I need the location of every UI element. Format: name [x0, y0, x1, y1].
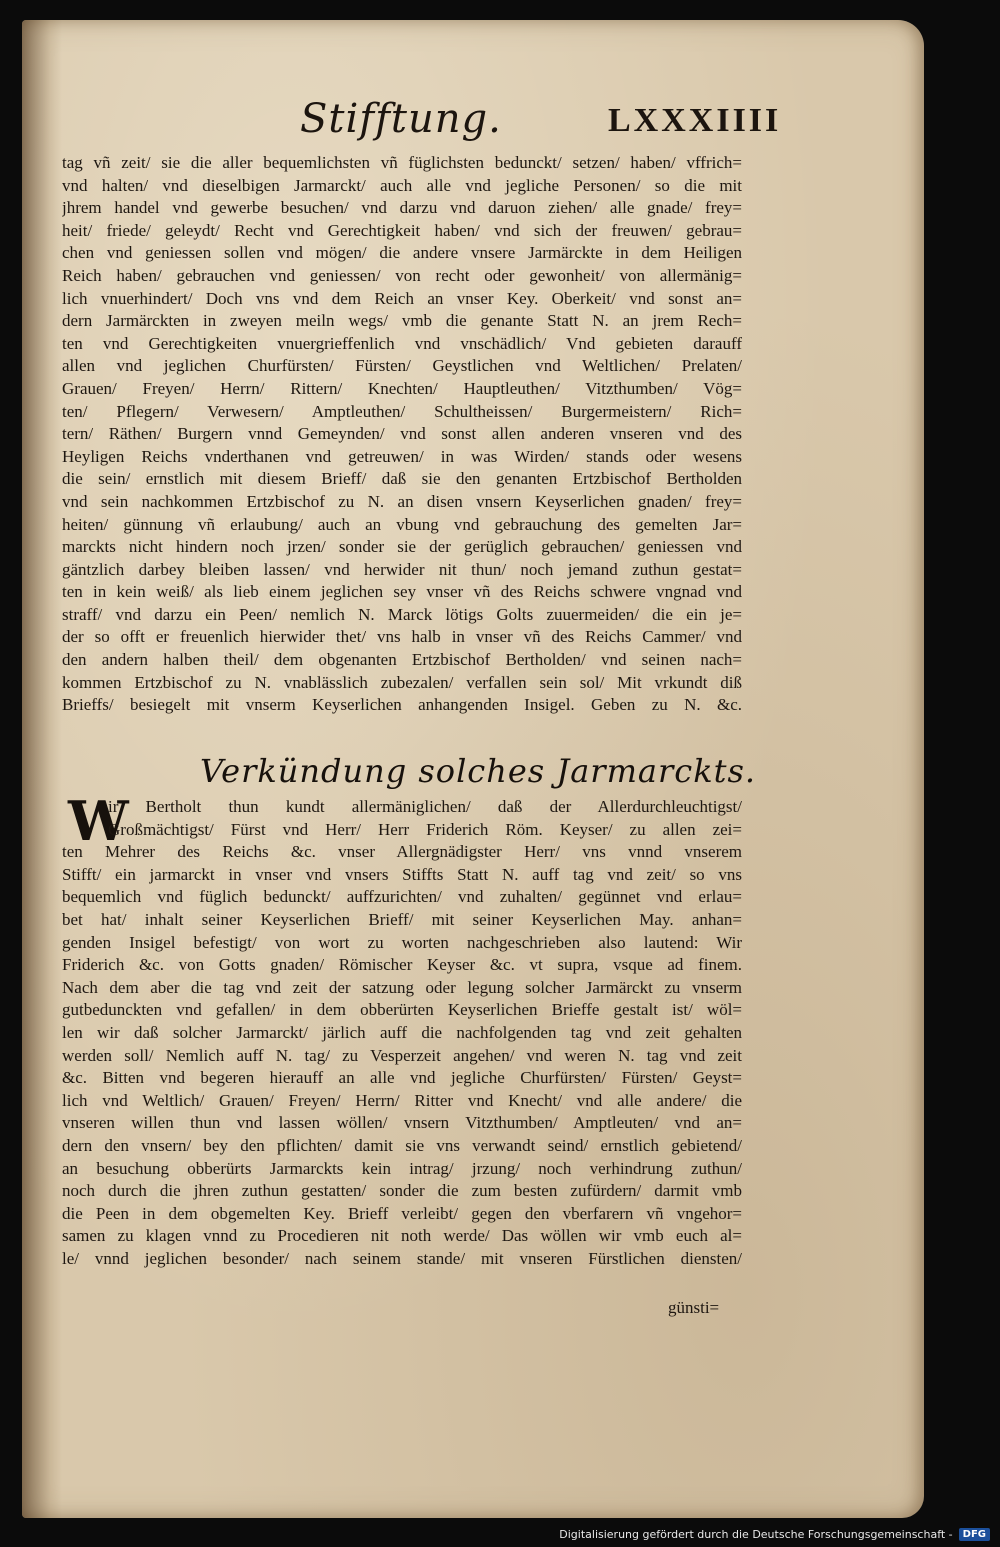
- running-head: Stifftung.: [300, 96, 502, 142]
- catchword: günsti=: [668, 1298, 720, 1317]
- text-line: die sein/ ernstlich mit diesem Brieff/ daß sie den genanten Ertzbischof Bertholden: [62, 469, 742, 489]
- text-line: le/ vnnd jeglichen besonder/ nach seinem stande/ mit vnseren Fürstlichen diensten/: [62, 1248, 742, 1268]
- text-line: heit/ friede/ geleydt/ Recht vnd Gerechtigkeit haben/ vnd sich der freuwen/ gebrau=: [62, 220, 742, 240]
- text-line: ir Bertholt thun kundt allermäniglichen/ daß der Allerdurchleuchtigst/: [108, 797, 742, 816]
- text-line: vnseren willen thun vnd lassen wöllen/ vnsern Vitzthumben/ Amptleuten/ vnd an=: [62, 1113, 742, 1133]
- digitization-footer: [559, 1528, 990, 1541]
- text-line: allen vnd jeglichen Churfürsten/ Fürsten/ Geystlichen vnd Weltlichen/ Prelaten/: [62, 356, 742, 376]
- text-line: bet hat/ inhalt seiner Keyserlichen Brieff/ mit seiner Keyserlichen May. anhan=: [62, 909, 742, 929]
- text-line: Reich haben/ gebrauchen vnd geniessen/ von recht oder gewonheit/ von allermänig=: [62, 265, 742, 285]
- text-line: heiten/ günnung vñ erlaubung/ auch an vbung vnd gebrauchung des gemelten Jar=: [62, 514, 742, 534]
- paragraph-1: [62, 152, 742, 717]
- text-line: Nach dem aber die tag vnd zeit der satzung oder legung solcher Jarmärckt zu vnserm: [62, 977, 742, 997]
- text-line: dern den vnsern/ bey den pflichten/ damit sie vns verwandt seind/ ernstlich gebietend/: [62, 1135, 742, 1155]
- text-line: Brieffs/ besiegelt mit vnserm Keyserlichen anhangenden Insigel. Geben zu N. &c.: [62, 695, 742, 715]
- text-line: ten Mehrer des Reichs &c. vnser Allergnädigster Herr/ vns vnnd vnserem: [62, 842, 742, 862]
- text-line: ten in kein weiß/ als lieb einem jeglichen sey vnser vñ des Reichs schwere vngnad vnd: [62, 582, 742, 602]
- text-line: bequemlich vnd füglich bedunckt/ auffzurichten/ vnd zuhalten/ gegünnet vnd erlau=: [62, 887, 742, 907]
- text-line: tag vñ zeit/ sie die aller bequemlichsten vñ füglichsten bedunckt/ setzen/ haben/ vffrich=: [62, 153, 742, 172]
- text-line: Grauen/ Freyen/ Herrn/ Rittern/ Knechten/ Hauptleuthen/ Vitzthumben/ Vög=: [62, 378, 742, 398]
- text-line: samen zu klagen vnnd zu Procedieren nit noth werde/ Das wöllen wir vmb euch al=: [62, 1226, 742, 1246]
- text-line: lich vnuerhindert/ Doch vns vnd dem Reich an vnser Key. Oberkeit/ vnd sonst an=: [62, 288, 742, 308]
- text-line: genden Insigel befestigt/ von wort zu worten nachgeschrieben also lautend: Wir: [62, 932, 742, 952]
- text-line: marckts nicht hindern noch jrzen/ sonder sie der gerüglich gebrauchen/ geniessen vnd: [62, 537, 742, 557]
- text-line: die Peen in dem obgemelten Key. Brieff verleibt/ gegen den vberfarern vñ vngehor=: [62, 1203, 742, 1223]
- text-line: Friderich &c. von Gotts gnaden/ Römischer Keyser &c. vt supra, vsque ad finem.: [62, 955, 742, 975]
- text-line: Stifft/ ein jarmarckt in vnser vnd vnsers Stiffts Statt N. auff tag vnd zeit/ so vns: [62, 864, 742, 884]
- text-line: len wir daß solcher Jarmarckt/ järlich auff die nachfolgenden tag vnd zeit gehalten: [62, 1022, 742, 1042]
- decorated-initial: W: [68, 789, 129, 853]
- text-line: werden soll/ Nemlich auff N. tag/ zu Vesperzeit angehen/ vnd weren N. tag vnd zeit: [62, 1045, 742, 1065]
- folio-number: LXXXIIII: [608, 102, 782, 139]
- text-line: jhrem handel vnd gewerbe besuchen/ vnd darzu vnd daruon ziehen/ alle gnade/ frey=: [62, 198, 742, 218]
- text-line: vnd halten/ vnd dieselbigen Jarmarckt/ auch alle vnd jegliche Personen/ so die mit: [62, 175, 742, 195]
- page-spine-shadow: [22, 20, 62, 1518]
- text-line: straff/ vnd darzu ein Peen/ nemlich N. Marck lötigs Golts zuuermeiden/ die ein je=: [62, 604, 742, 624]
- section-heading: Verkündung solches Jarmarckts.: [200, 752, 757, 790]
- text-line: gutbedunckten vnd gefallen/ in dem obberürten Keyserlichen Brieffe gestalt ist/ wöl=: [62, 1000, 742, 1020]
- footer-text: Digitalisierung gefördert durch die Deutsche Forschungsgemeinschaft -: [559, 1528, 953, 1541]
- paragraph-2: [62, 789, 742, 1270]
- text-line: ten/ Pflegern/ Verwesern/ Amptleuthen/ Schultheissen/ Burgermeistern/ Rich=: [62, 401, 742, 421]
- text-line: chen vnd geniessen sollen vnd mögen/ die andere vnsere Jarmärckte in dem Heiligen: [62, 243, 742, 263]
- text-line: ten vnd Gerechtigkeiten vnuergrieffenlich vnd vnschädlich/ Vnd gebieten darauff: [62, 333, 742, 353]
- text-line: Heyligen Reichs vnderthanen vnd getreuwen/ in was Wirden/ stands oder wesens: [62, 446, 742, 466]
- text-line: an besuchung obberürts Jarmarckts kein intrag/ jrzung/ noch verhindrung zuthun/: [62, 1158, 742, 1178]
- text-line: gäntzlich darbey bleiben lassen/ vnd herwider nit thun/ noch jemand zuthun gestat=: [62, 559, 742, 579]
- text-line: noch durch die jhren zuthun gestatten/ sonder die zum besten zufürdern/ darmit vmb: [62, 1181, 742, 1201]
- text-line: tern/ Räthen/ Burgern vnnd Gemeynden/ vnd sonst allen anderen vnseren vnd des: [62, 424, 742, 444]
- text-line: vnd sein nachkommen Ertzbischof zu N. an disen vnsern Keyserlichen gnaden/ frey=: [62, 491, 742, 511]
- text-line: dern Jarmärckten in zweyen meiln wegs/ vmb die genante Statt N. an jrem Rech=: [62, 311, 742, 331]
- text-line: lich vnd Weltlich/ Grauen/ Freyen/ Herrn/ Ritter vnd Knecht/ vnd alle andere/ die: [62, 1090, 742, 1110]
- text-line: der so offt er freuenlich hierwider thet/ vns halb in vnser vñ des Reichs Cammer/ vnd: [62, 627, 742, 647]
- dfg-logo: DFG: [959, 1528, 990, 1541]
- text-line: Großmächtigst/ Fürst vnd Herr/ Herr Friderich Röm. Keyser/ zu allen zei=: [108, 819, 742, 839]
- text-line: kommen Ertzbischof zu N. vnablässlich zubezalen/ verfallen sein sol/ Mit vrkundt diß: [62, 672, 742, 692]
- text-line: den andern halben theil/ dem obgenanten Ertzbischof Bertholden/ vnd seinen nach=: [62, 650, 742, 670]
- text-line: &c. Bitten vnd begeren hierauff an alle vnd jegliche Churfürsten/ Fürsten/ Geyst=: [62, 1068, 742, 1088]
